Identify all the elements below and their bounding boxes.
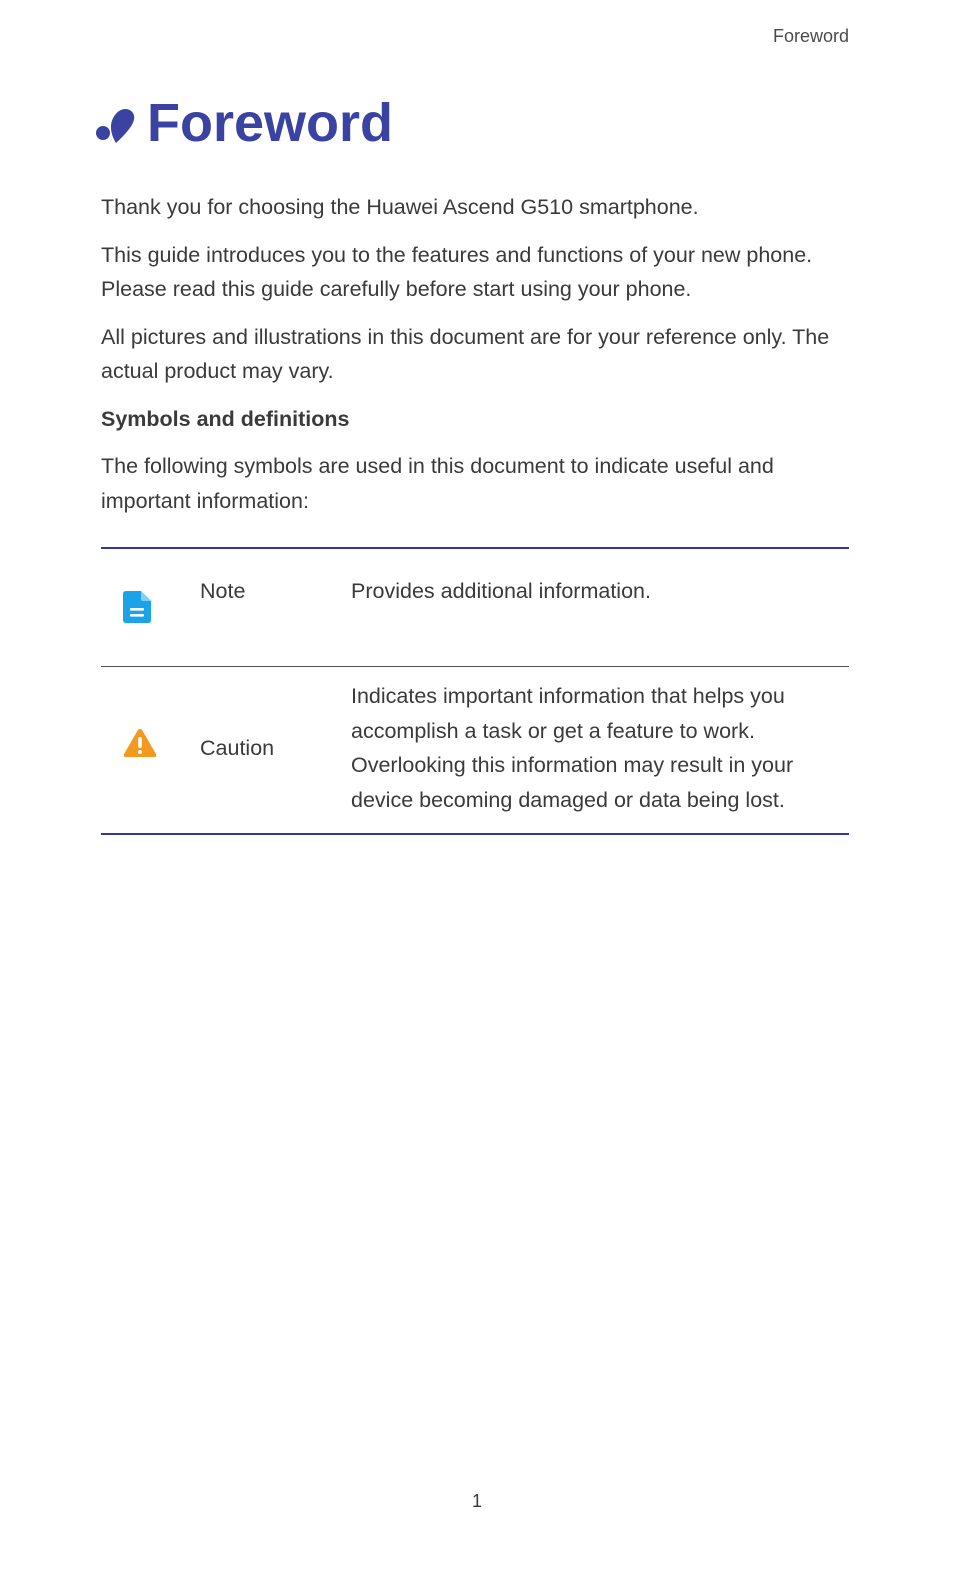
intro-paragraph: Thank you for choosing the Huawei Ascend G510 smartphone. <box>101 195 699 219</box>
table-row <box>101 548 849 667</box>
note-icon-cell <box>101 548 199 667</box>
huawei-petal-logo-icon <box>95 103 137 145</box>
page-title: Foreword <box>147 93 394 153</box>
guide-paragraph: This guide introduces you to the features and functions of your new phone. Please read this guide carefully before start using your phone. <box>101 242 813 301</box>
caution-icon-cell <box>101 667 199 835</box>
chapter-title-block <box>95 92 393 154</box>
document-body <box>101 190 849 531</box>
table-row <box>101 667 849 835</box>
disclaimer-paragraph: All pictures and illustrations in this document are for your reference only. The actual product may vary. <box>101 324 830 383</box>
symbol-definition: Provides additional information. <box>350 548 849 667</box>
symbols-table <box>101 547 849 835</box>
symbol-term: Caution <box>199 667 350 835</box>
section-heading: Symbols and definitions <box>101 406 350 431</box>
running-header: Foreword <box>772 26 849 46</box>
page-number: 1 <box>471 1491 482 1511</box>
caution-icon <box>123 728 157 758</box>
note-icon <box>123 591 151 623</box>
symbol-term: Note <box>199 548 350 667</box>
symbol-definition: Indicates important information that helps you accomplish a task or get a feature to work. Overlooking this information may result in your device becoming damaged or data being lost. <box>350 667 849 835</box>
section-intro: The following symbols are used in this document to indicate useful and important information: <box>101 454 774 513</box>
